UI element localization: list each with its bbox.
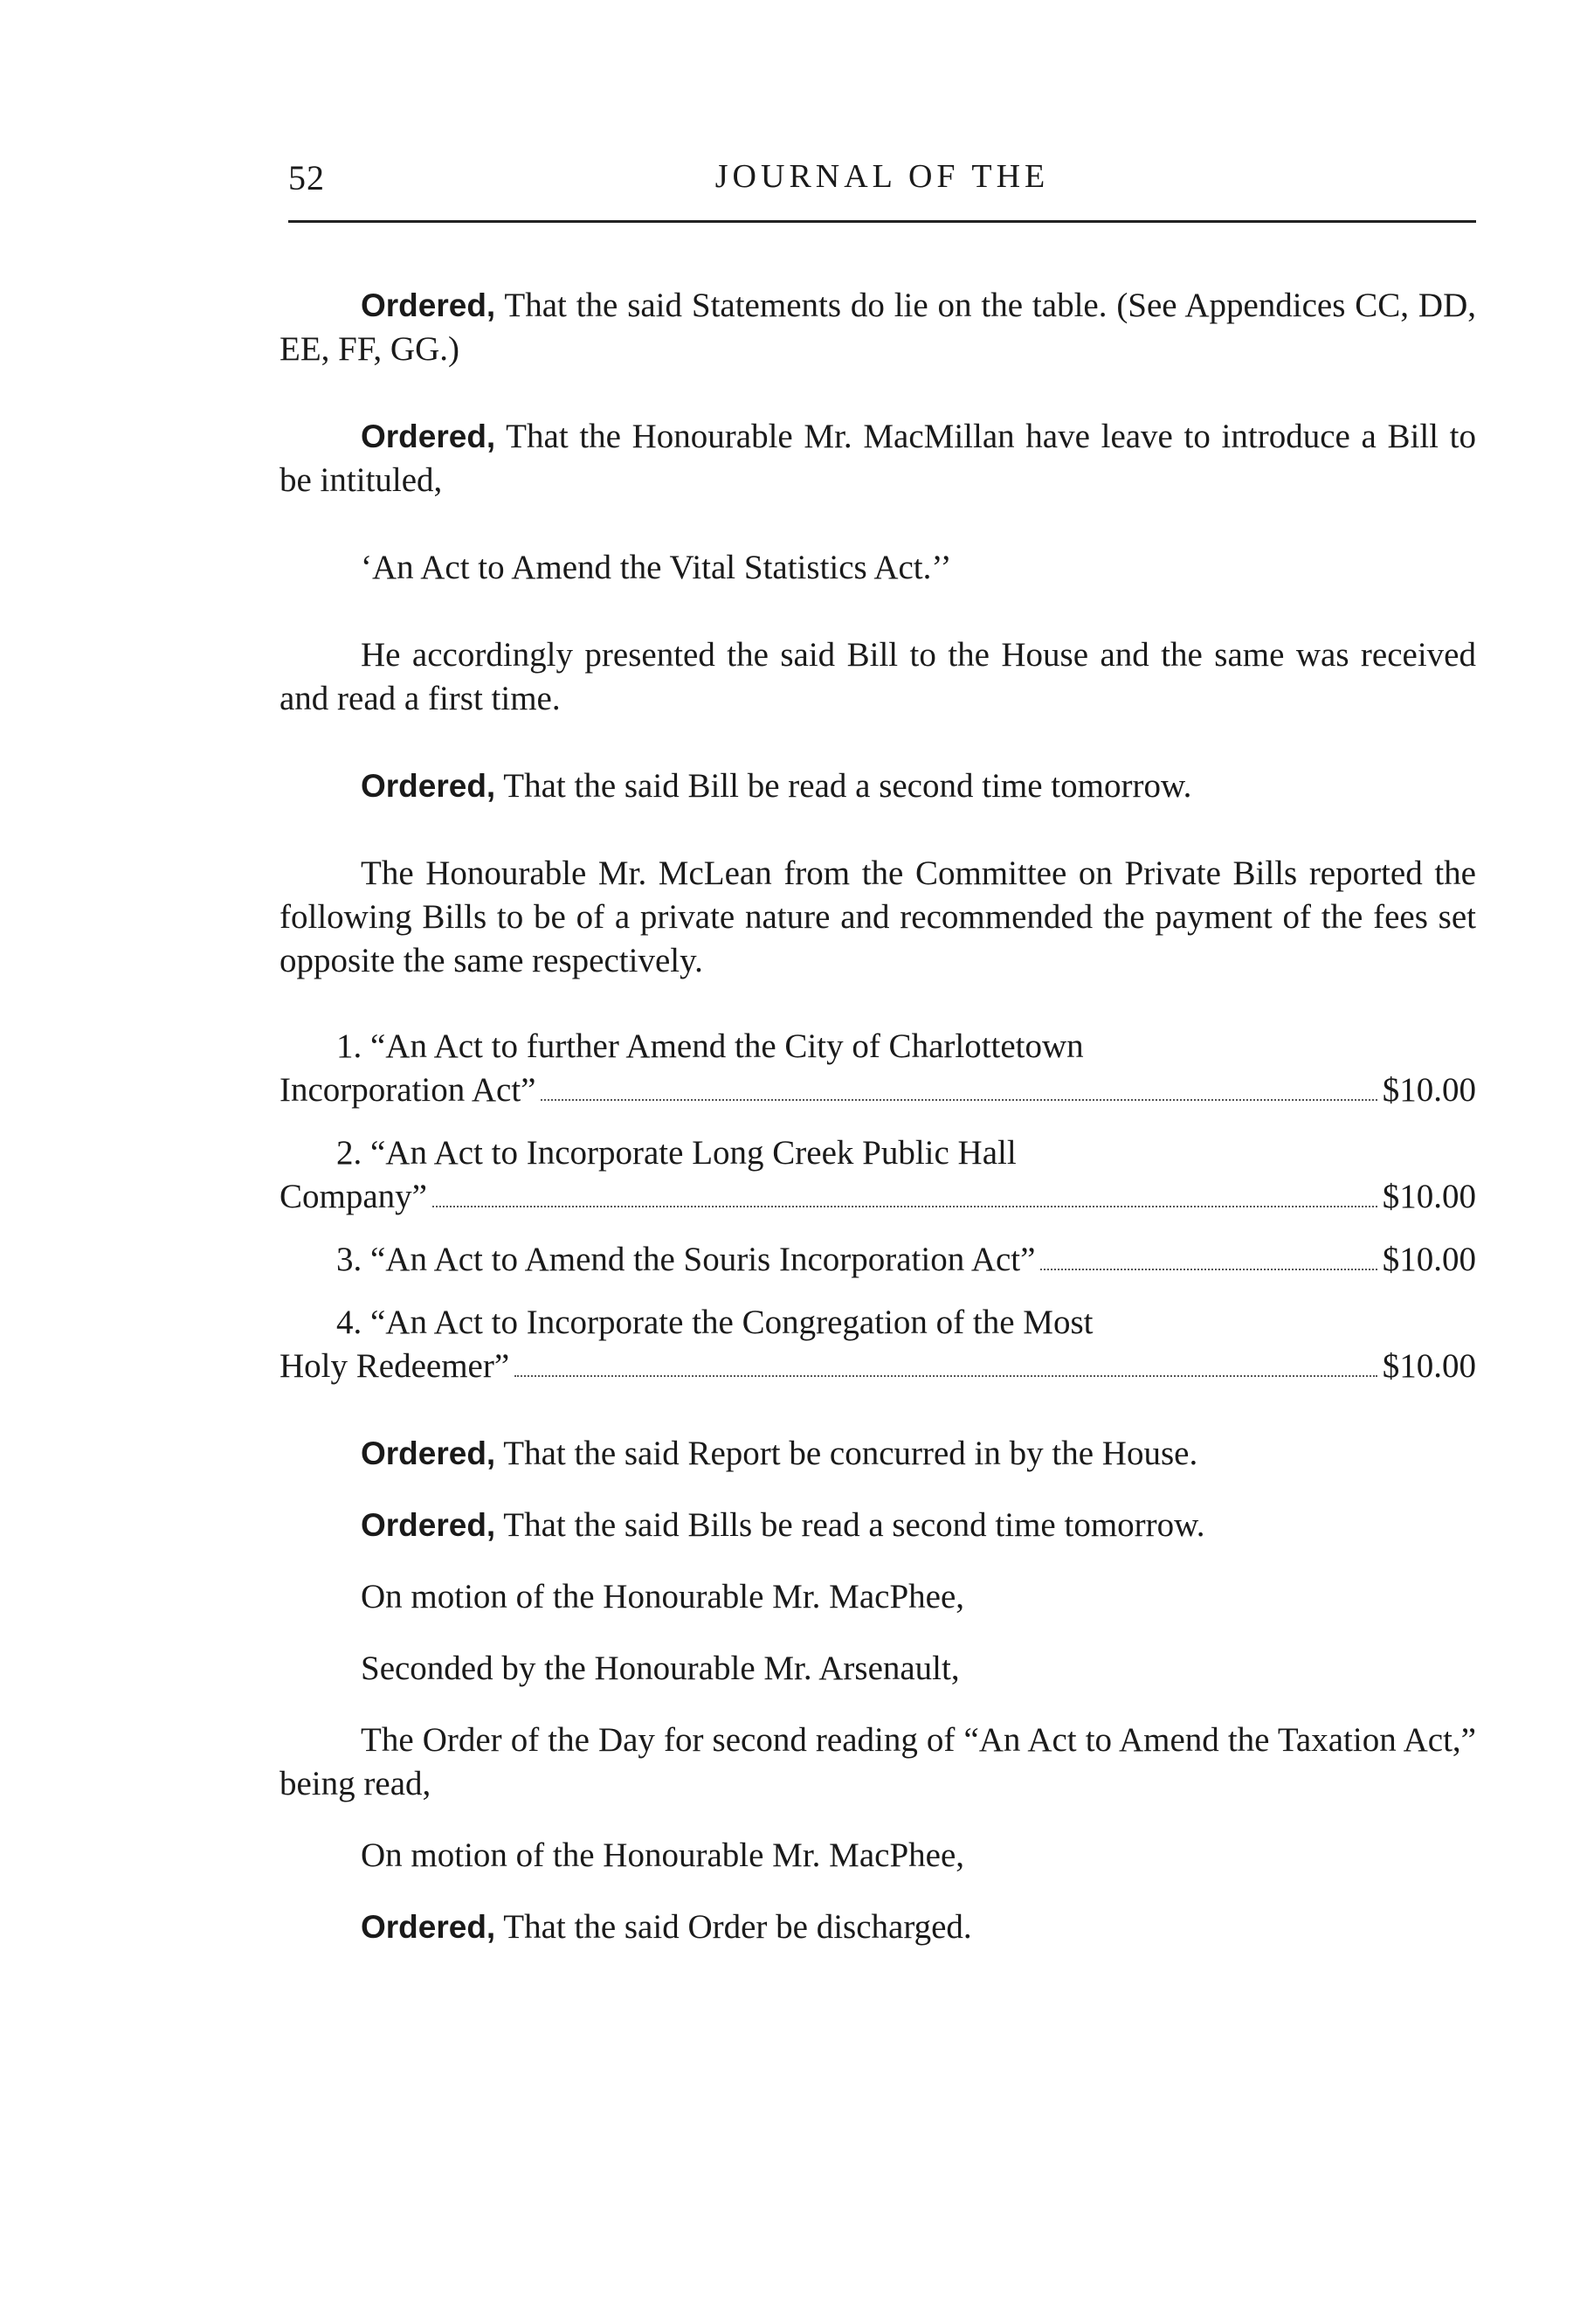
- ordered-lead: Ordered,: [361, 1909, 496, 1945]
- bill-line: 2. “An Act to Incorporate Long Creek Public Hall: [336, 1134, 1017, 1172]
- paragraph-text: That the said Report be concurred in by the House.: [495, 1435, 1198, 1472]
- private-bills-list: [279, 1025, 1476, 1388]
- page-header: [288, 157, 1476, 210]
- bill-line: Company”: [279, 1178, 427, 1215]
- paragraph-text: Seconded by the Honourable Mr. Arsenault,: [361, 1650, 960, 1687]
- paragraph: [279, 415, 1476, 502]
- paragraph-text: On motion of the Honourable Mr. MacPhee,: [361, 1578, 965, 1615]
- list-item: [279, 1025, 1476, 1112]
- running-head: JOURNAL OF THE: [714, 158, 1050, 195]
- paragraph-text: On motion of the Honourable Mr. MacPhee,: [361, 1836, 965, 1874]
- bill-fee-line: [279, 1069, 1476, 1112]
- bill-fee: $10.00: [1382, 1071, 1476, 1109]
- paragraph: [279, 1432, 1476, 1476]
- paragraph: [279, 764, 1476, 808]
- bill-fee-line: [279, 1238, 1476, 1282]
- ordered-lead: Ordered,: [361, 1507, 496, 1543]
- paragraph: [279, 1647, 1476, 1691]
- paragraph-text: The Honourable Mr. McLean from the Committee on Private Bills reported the following Bills to be of a private nature and recommended the payment of the fees set opposite the same respectively.: [279, 854, 1476, 979]
- ordered-lead: Ordered,: [361, 287, 496, 323]
- bill-line: 3. “An Act to Amend the Souris Incorporation Act”: [336, 1241, 1036, 1278]
- paragraph-text: That the Honourable Mr. MacMillan have leave to introduce a Bill to be intituled,: [279, 418, 1476, 499]
- paragraph-text: He accordingly presented the said Bill to the House and the same was received and read a first time.: [279, 636, 1476, 717]
- paragraph: [279, 633, 1476, 721]
- paragraph-text: That the said Order be discharged.: [495, 1908, 972, 1946]
- journal-body: [279, 284, 1476, 1949]
- leader-dots: [1040, 1269, 1377, 1270]
- paragraph: [279, 1575, 1476, 1619]
- ordered-lead: Ordered,: [361, 418, 496, 454]
- leader-dots: [541, 1099, 1377, 1101]
- paragraph: [279, 1834, 1476, 1878]
- paragraph-text: That the said Statements do lie on the table. (See Appendices CC, DD, EE, FF, GG.): [279, 287, 1476, 368]
- ordered-lead: Ordered,: [361, 1435, 496, 1471]
- paragraph-text: ‘An Act to Amend the Vital Statistics Act.’’: [361, 549, 952, 586]
- paragraph-text: The Order of the Day for second reading of “An Act to Amend the Taxation Act,” being read,: [279, 1721, 1476, 1802]
- bill-fee-line: [279, 1175, 1476, 1219]
- bill-fee: $10.00: [1382, 1347, 1476, 1385]
- leader-dots: [432, 1206, 1377, 1207]
- paragraph: [279, 1504, 1476, 1547]
- bill-fee: $10.00: [1382, 1241, 1476, 1278]
- bill-fee: $10.00: [1382, 1178, 1476, 1215]
- header-rule: [288, 220, 1476, 223]
- paragraph: [279, 1719, 1476, 1806]
- paragraph: [279, 852, 1476, 983]
- bill-line: Incorporation Act”: [279, 1071, 536, 1109]
- paragraph: [279, 1906, 1476, 1949]
- bill-line: 4. “An Act to Incorporate the Congregation of the Most: [336, 1304, 1094, 1341]
- list-item: [279, 1238, 1476, 1282]
- list-item: [279, 1301, 1476, 1388]
- page-number: 52: [288, 158, 325, 197]
- paragraph-text: That the said Bills be read a second time tomorrow.: [495, 1506, 1205, 1544]
- leader-dots: [514, 1375, 1377, 1377]
- paragraph: [279, 284, 1476, 371]
- list-item: [279, 1131, 1476, 1219]
- bill-title: [279, 546, 1476, 590]
- ordered-lead: Ordered,: [361, 768, 496, 804]
- bill-line: Holy Redeemer”: [279, 1347, 510, 1385]
- bill-line: 1. “An Act to further Amend the City of Charlottetown: [336, 1027, 1084, 1065]
- paragraph-text: That the said Bill be read a second time tomorrow.: [495, 767, 1192, 805]
- bill-fee-line: [279, 1345, 1476, 1388]
